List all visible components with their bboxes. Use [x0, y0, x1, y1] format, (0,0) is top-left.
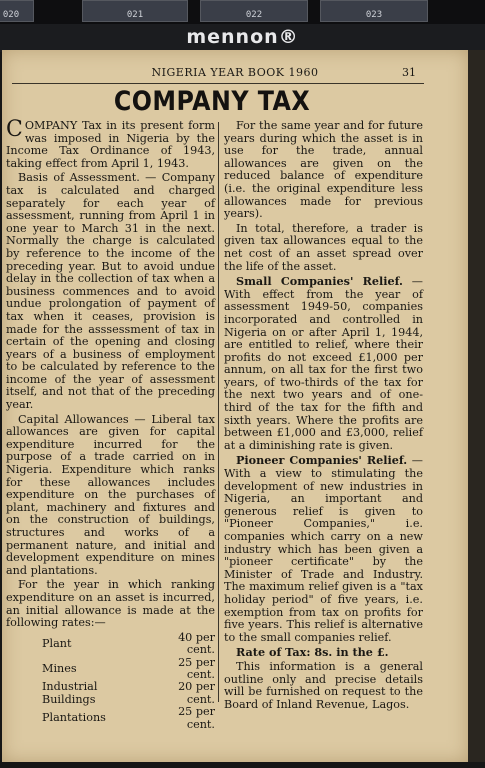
table-row — [6, 657, 215, 682]
rate-item: Plantations — [42, 711, 106, 725]
rate-value: 20 per cent. — [178, 680, 215, 706]
frame-label: 021 — [82, 0, 188, 22]
small-companies-body: — With effect from the year of assessment 1949-50, companies incorporated and controlled in Nigeria on or after April 1, 1944, are entitled to relief, where their profits do not exceed £1,000 per annum, on all tax for the first two years, of two-thirds of the tax for the next two years and of one-third of the tax for the fifth and sixth years. Where the profits are between £1,000 and £3,000, relief at a diminishing rate is given. — [224, 275, 423, 452]
table-row — [6, 632, 215, 657]
right-column — [224, 120, 423, 713]
left-column — [6, 117, 215, 731]
frame-label: 023 — [320, 0, 428, 22]
intro-text: OMPANY Tax in its present form was imposed in Nigeria by the Income Tax Ordinance of 1943, taking effect from April 1, 1943. — [6, 119, 215, 170]
running-head: NIGERIA YEAR BOOK 1960 — [151, 66, 319, 79]
small-companies-heading: Small Companies' Relief. — [236, 274, 403, 289]
table-row — [6, 706, 215, 731]
drop-cap: C — [6, 117, 23, 142]
total-paragraph: In total, therefore, a trader is given tax allowances equal to the net cost of an asset spread over the life of the asset. — [224, 221, 423, 273]
pioneer-body: — With a view to stimulating the development of new industries in Nigeria, an important and generous relief is given to "Pioneer Companies," i.e. companies which carry on a new industry which has been given a "pioneer certificate" by the Minister of Trade and Industry. The maximum relief given is a "tax holiday period" of five years, i.e. exemption from tax on profits for five years. This relief is alternative to the small companies relief. — [224, 454, 423, 644]
closing-paragraph: This information is a general outline only and precise details will be furnished on request to the Board of Inland Revenue, Lagos. — [224, 659, 423, 711]
rate-value: 40 per cent. — [178, 630, 215, 657]
table-row — [6, 681, 215, 706]
book-spine-edge — [468, 50, 485, 762]
rate-value: 25 per cent. — [178, 655, 215, 681]
reader-brand-bar — [0, 24, 485, 52]
page-number: 31 — [402, 66, 416, 79]
frame-label: 020 — [0, 0, 34, 22]
pioneer-heading: Pioneer Companies' Relief. — [236, 453, 408, 468]
future-years-paragraph: For the same year and for future years during which the asset is in use for the trade, annual allowances are given on the reduced balance of expenditure (i.e. the original expenditure less allowances made for previous years). — [224, 119, 423, 221]
rate-of-tax-heading: Rate of Tax: 8s. in the £. — [236, 645, 389, 660]
rate-value: 25 per cent. — [178, 705, 215, 731]
frame-label: 022 — [200, 0, 308, 22]
rate-item: Industrial Buildings — [42, 680, 98, 706]
document-page — [2, 50, 468, 762]
microfilm-frame-strip — [0, 0, 485, 24]
rate-item: Plant — [42, 636, 72, 650]
capital-allowances-paragraph: Capital Allowances — Liberal tax allowances are given for capital expenditure incurred for the purpose of a trade carried on in Nigeria. Expenditure which ranks for these allowances includes expenditure on the purchases of plant, machinery and fixtures and on the construction of buildings, structures and works of a permanent nature, and initial and development expenditure on mines and plantations. — [6, 412, 215, 577]
intro-paragraph — [6, 117, 215, 170]
rates-table — [6, 632, 215, 731]
header-rule — [12, 83, 424, 84]
small-companies-paragraph — [224, 275, 423, 452]
basis-paragraph: Basis of Assessment. — Company tax is calculated and charged separately for each year of assessment, running from April 1 in one year to March 31 in the next. Normally the charge is calculated by reference to the income of the preceding year. But to avoid undue delay in the collection of tax when a business commences and to avoid undue prolongation of payment of tax when it ceases, provision is made for the asssessment of tax in certain of the opening and closing years of a business of employment to be calculated by reference to the income of the year of assessment itself, and not that of the preceding year. — [6, 171, 215, 412]
page-title: COMPANY TAX — [113, 86, 311, 117]
rate-item: Mines — [42, 661, 77, 675]
brand-logo: mennon® — [186, 26, 299, 48]
column-divider — [218, 122, 219, 702]
pioneer-paragraph — [224, 454, 423, 644]
initial-allowance-paragraph: For the year in which ranking expenditure on an asset is incurred, an initial allowance is made at the following rates:— — [6, 578, 215, 630]
